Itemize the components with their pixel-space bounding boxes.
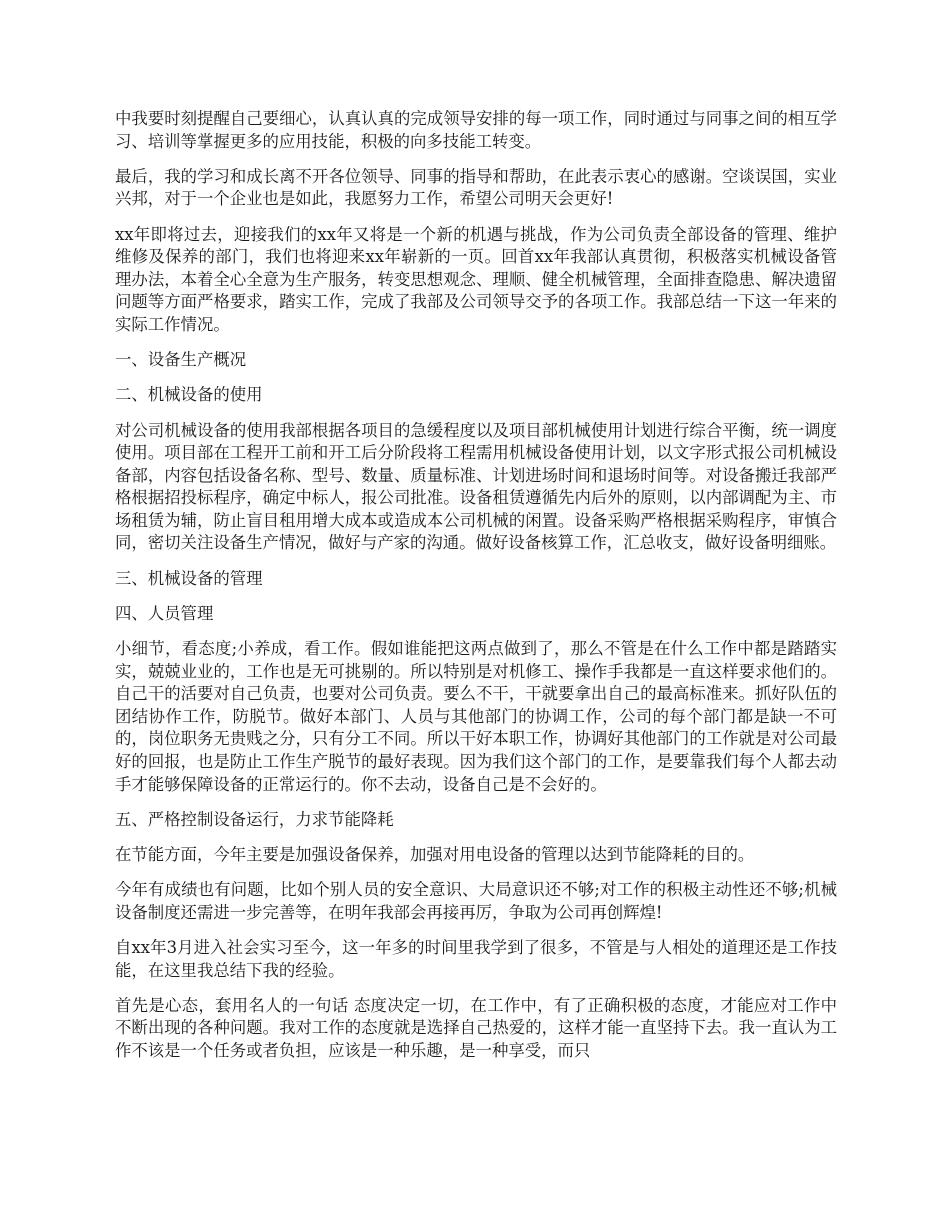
paragraph-3: xx年即将过去，迎接我们的xx年又将是一个新的机遇与挑战，作为公司负责全部设备的管理、维护维修及保养的部门，我们也将迎来xx年崭新的一页。回首xx年我部认真贯彻，积极落实机械设备管理办法，本着全心全意为生产服务，转变思想观念、理顺、健全机械管理，全面排查隐患、解决遗留问题等方面严格要求，踏实工作，完成了我部及公司领导交予的各项工作。我部总结一下这一年来的实际工作情况。 — [115, 224, 837, 334]
section-heading-1: 一、设备生产概况 — [115, 350, 247, 370]
paragraph-8: 自xx年3月进入社会实习至今，这一年多的时间里我学到了很多，不管是与人相处的道理还是工作技能，在这里我总结下我的经验。 — [115, 937, 837, 980]
paragraph-9: 首先是心态，套用名人的一句话 态度决定一切，在工作中，有了正确积极的态度，才能应对工作中不断出现的各种问题。我对工作的态度就是选择自己热爱的，这样才能一直坚持下去。我一直认为工作不该是一个任务或者负担，应该是一种乐趣，是一种享受，而只 — [115, 995, 837, 1060]
paragraph-1: 中我要时刻提醒自己要细心，认真认真的完成领导安排的每一项工作，同时通过与同事之间的相互学习、培训等掌握更多的应用技能，积极的向多技能工转变。 — [115, 109, 837, 151]
paragraph-2: 最后，我的学习和成长离不开各位领导、同事的指导和帮助，在此表示衷心的感谢。空谈误国，实业兴邦，对于一个企业也是如此，我愿努力工作，希望公司明天会更好! — [115, 166, 837, 209]
section-heading-4: 四、人员管理 — [115, 603, 214, 623]
document-page — [115, 108, 837, 1075]
paragraph-5: 小细节，看态度;小养成，看工作。假如谁能把这两点做到了，那么不管是在什么工作中都是踏踏实实，兢兢业业的，工作也是无可挑剔的。所以特别是对机修工、操作手我都是一直这样要求他们的。自己干的活要对自己负责，也要对公司负责。要么不干，干就要拿出自己的最高标准来。抓好队伍的团结协作工作，防脱节。做好本部门、人员与其他部门的协调工作，公司的每个部门都是缺一不可的，岗位职务无贵贱之分，只有分工不同。所以干好本职工作，协调好其他部门的工作就是对公司最好的回报，也是防止工作生产脱节的最好表现。因为我们这个部门的工作，是要靠我们每个人都去动手才能够保障设备的正常运行的。你不去动，设备自己是不会好的。 — [115, 639, 837, 794]
paragraph-7: 今年有成绩也有问题，比如个别人员的安全意识、大局意识还不够;对工作的积极主动性还不够;机械设备制度还需进一步完善等，在明年我部会再接再厉，争取为公司再创辉煌! — [115, 880, 837, 922]
paragraph-4: 对公司机械设备的使用我部根据各项目的急缓程度以及项目部机械使用计划进行综合平衡，统一调度使用。项目部在工程开工前和开工后分阶段将工程需用机械设备使用计划，以文字形式报公司机械设备部，内容包括设备名称、型号、数量、质量标准、计划进场时间和退场时间等。对设备搬迁我部严格根据招投标程序，确定中标人，报公司批准。设备租赁遵循先内后外的原则，以内部调配为主、市场租赁为辅，防止盲目租用增大成本或造成本公司机械的闲置。设备采购严格根据采购程序，审慎合同，密切关注设备生产情况，做好与产家的沟通。做好设备核算工作，汇总收支，做好设备明细账。 — [115, 420, 837, 553]
section-heading-3: 三、机械设备的管理 — [115, 568, 263, 588]
paragraph-6: 在节能方面，今年主要是加强设备保养，加强对用电设备的管理以达到节能降耗的目的。 — [115, 844, 755, 864]
section-heading-2: 二、机械设备的使用 — [115, 385, 263, 405]
section-heading-5: 五、严格控制设备运行，力求节能降耗 — [115, 809, 394, 829]
